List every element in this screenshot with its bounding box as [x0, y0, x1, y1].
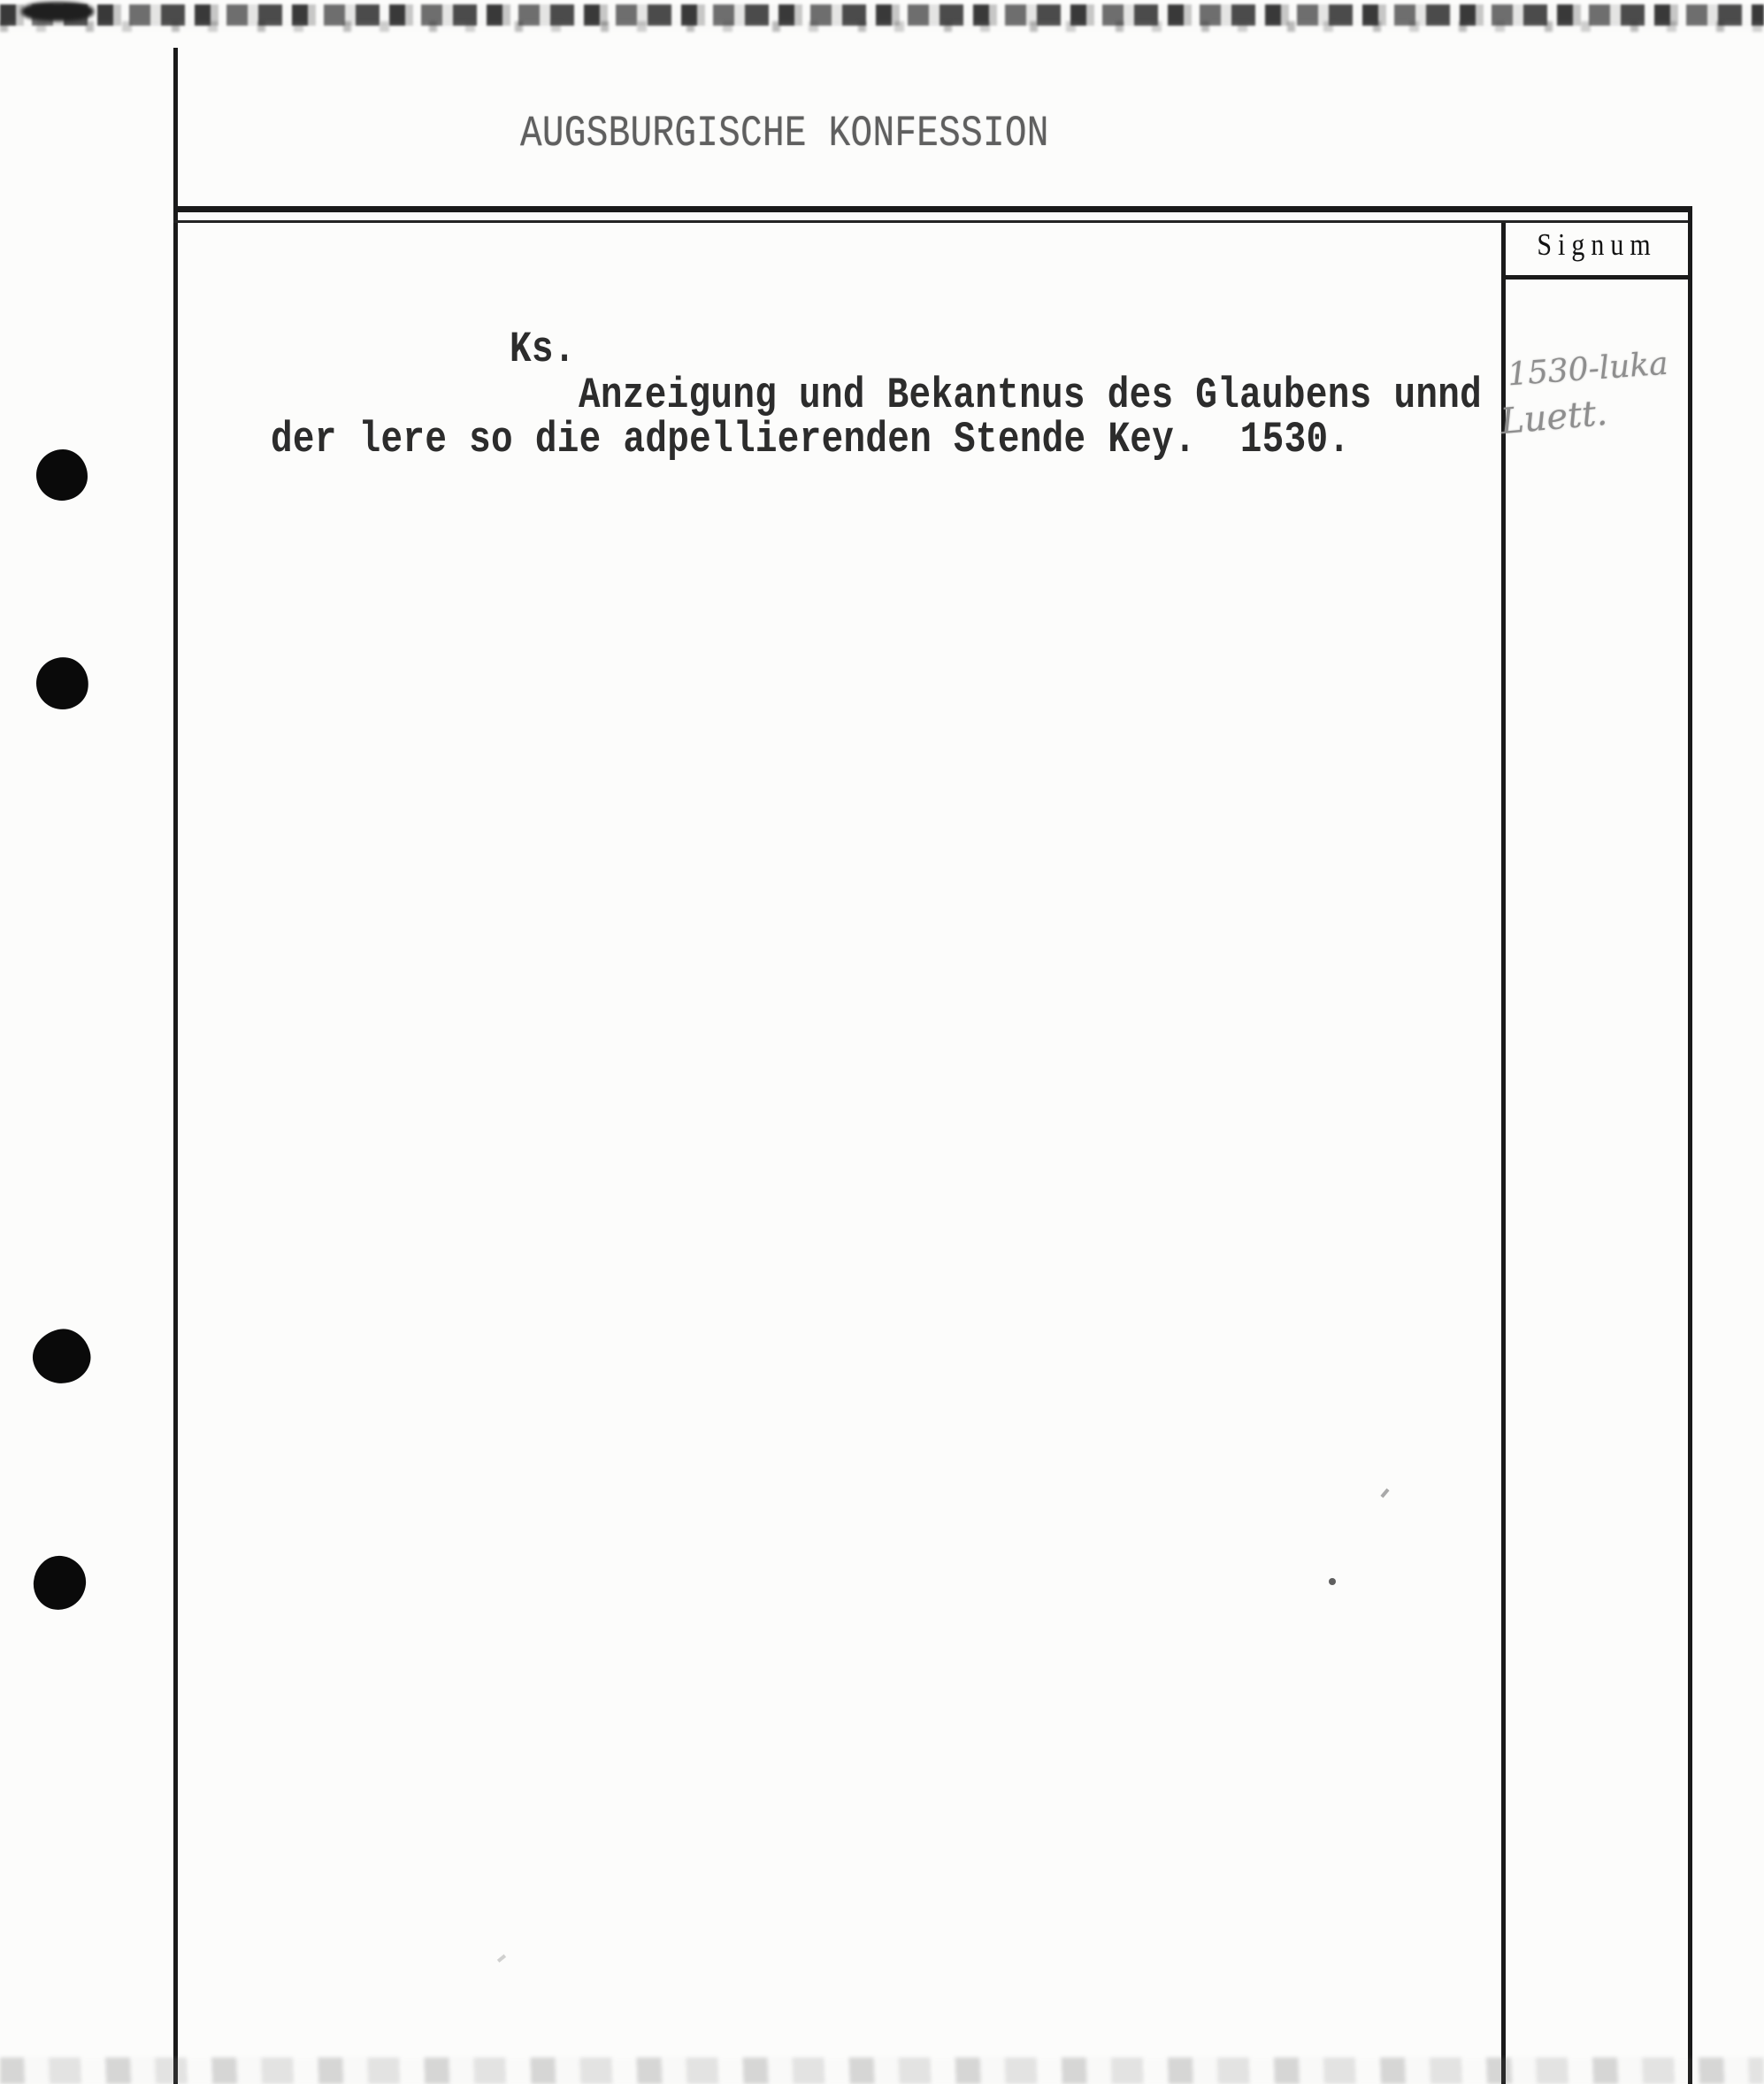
scan-noise-corner-blob	[21, 2, 94, 21]
signum-handwritten-line-2: Luett.	[1499, 392, 1609, 443]
hole-punch-dot	[27, 1323, 96, 1390]
header-rule-thick	[173, 206, 1692, 212]
entry-shelfmark-line: Ks.	[510, 326, 576, 375]
hole-punch-dot	[32, 653, 92, 713]
signum-column-left-rule	[1501, 223, 1506, 2084]
signum-column-header: Signum	[1537, 228, 1657, 262]
signum-header-underline	[1501, 275, 1692, 280]
document-title: AUGSBURGISCHE KONFESSION	[520, 110, 1049, 159]
scan-noise-bottom-band	[0, 2057, 1764, 2084]
entry-text-line-2: der lere so die adpellierenden Stende Key. 1530.	[271, 416, 1351, 465]
header-rule-thin	[173, 220, 1692, 223]
scan-speck	[1380, 1489, 1389, 1498]
scan-speck	[1329, 1578, 1336, 1585]
entry-text-line-1: Anzeigung und Bekantnus des Glaubens unnd	[579, 372, 1483, 421]
scan-speck	[497, 1954, 506, 1962]
left-margin-rule	[173, 48, 178, 2084]
scan-noise-top-streaks	[0, 21, 1764, 32]
hole-punch-dot	[36, 449, 88, 501]
hole-punch-dot	[31, 1553, 88, 1613]
signum-handwritten-line-1: 1530-luka	[1506, 345, 1669, 394]
page-right-rule	[1688, 206, 1692, 2084]
